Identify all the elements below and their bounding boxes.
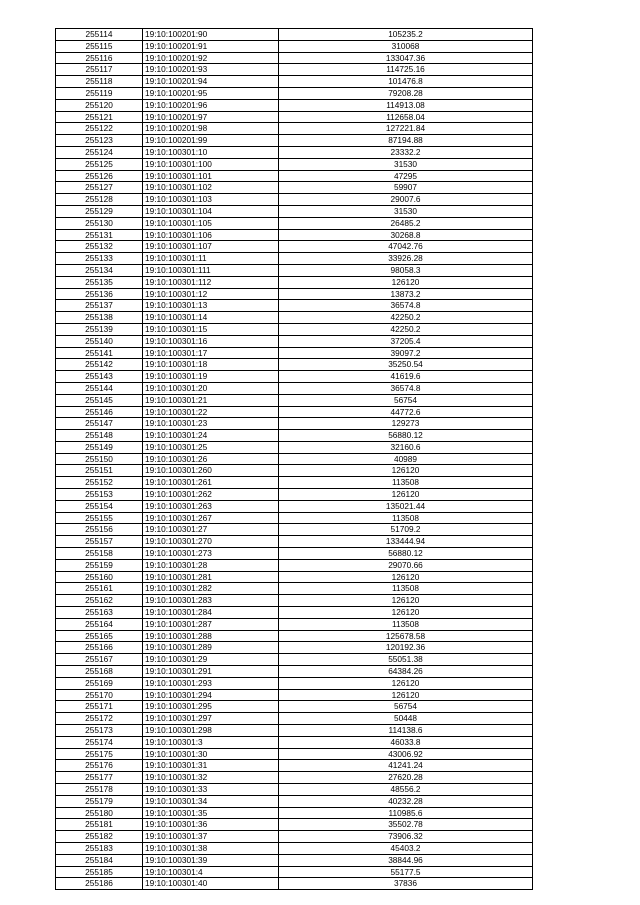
cadastral-number-cell: 19:10:100301:23: [143, 418, 279, 430]
row-id-cell: 255175: [56, 748, 143, 760]
table-row: [56, 666, 533, 678]
row-id-cell: 255162: [56, 595, 143, 607]
cadastral-number-cell: 19:10:100201:91: [143, 40, 279, 52]
row-id-cell: 255157: [56, 536, 143, 548]
cadastral-number-cell: 19:10:100301:283: [143, 595, 279, 607]
row-id-cell: 255153: [56, 489, 143, 501]
table-row: [56, 312, 533, 324]
table-row: [56, 713, 533, 725]
value-cell: 45403.2: [279, 842, 533, 854]
value-cell: 31530: [279, 158, 533, 170]
cadastral-number-cell: 19:10:100301:38: [143, 842, 279, 854]
row-id-cell: 255135: [56, 276, 143, 288]
table-row: [56, 29, 533, 41]
table-row: [56, 831, 533, 843]
cadastral-number-cell: 19:10:100301:103: [143, 194, 279, 206]
row-id-cell: 255160: [56, 571, 143, 583]
value-cell: 42250.2: [279, 323, 533, 335]
row-id-cell: 255131: [56, 229, 143, 241]
value-cell: 73906.32: [279, 831, 533, 843]
value-cell: 55177.5: [279, 866, 533, 878]
cadastral-number-cell: 19:10:100301:33: [143, 784, 279, 796]
row-id-cell: 255182: [56, 831, 143, 843]
table-row: [56, 500, 533, 512]
row-id-cell: 255114: [56, 29, 143, 41]
value-cell: 23332.2: [279, 146, 533, 158]
cadastral-number-cell: 19:10:100301:11: [143, 253, 279, 265]
value-cell: 44772.6: [279, 406, 533, 418]
cadastral-number-cell: 19:10:100301:293: [143, 677, 279, 689]
row-id-cell: 255176: [56, 760, 143, 772]
table-row: [56, 524, 533, 536]
row-id-cell: 255186: [56, 878, 143, 890]
row-id-cell: 255138: [56, 312, 143, 324]
cadastral-number-cell: 19:10:100301:20: [143, 382, 279, 394]
row-id-cell: 255124: [56, 146, 143, 158]
table-row: [56, 630, 533, 642]
table-row: [56, 182, 533, 194]
table-row: [56, 453, 533, 465]
row-id-cell: 255158: [56, 548, 143, 560]
value-cell: 36574.8: [279, 300, 533, 312]
value-cell: 47042.76: [279, 241, 533, 253]
cadastral-number-cell: 19:10:100201:95: [143, 87, 279, 99]
row-id-cell: 255163: [56, 607, 143, 619]
cadastral-number-cell: 19:10:100301:15: [143, 323, 279, 335]
table-row: [56, 689, 533, 701]
row-id-cell: 255174: [56, 736, 143, 748]
cadastral-number-cell: 19:10:100301:282: [143, 583, 279, 595]
table-row: [56, 677, 533, 689]
table-row: [56, 854, 533, 866]
table-row: [56, 371, 533, 383]
value-cell: 35502.78: [279, 819, 533, 831]
table-row: [56, 229, 533, 241]
cadastral-number-cell: 19:10:100301:22: [143, 406, 279, 418]
cadastral-number-cell: 19:10:100301:288: [143, 630, 279, 642]
row-id-cell: 255132: [56, 241, 143, 253]
value-cell: 113508: [279, 583, 533, 595]
table-row: [56, 76, 533, 88]
row-id-cell: 255165: [56, 630, 143, 642]
row-id-cell: 255119: [56, 87, 143, 99]
cadastral-number-cell: 19:10:100301:29: [143, 654, 279, 666]
row-id-cell: 255126: [56, 170, 143, 182]
cadastral-number-cell: 19:10:100301:19: [143, 371, 279, 383]
value-cell: 113508: [279, 618, 533, 630]
value-cell: 32160.6: [279, 441, 533, 453]
value-cell: 13873.2: [279, 288, 533, 300]
value-cell: 35250.54: [279, 359, 533, 371]
table-row: [56, 52, 533, 64]
value-cell: 29070.66: [279, 559, 533, 571]
value-cell: 126120: [279, 677, 533, 689]
cadastral-number-cell: 19:10:100301:289: [143, 642, 279, 654]
cadastral-number-cell: 19:10:100301:24: [143, 430, 279, 442]
row-id-cell: 255146: [56, 406, 143, 418]
row-id-cell: 255184: [56, 854, 143, 866]
row-id-cell: 255170: [56, 689, 143, 701]
cadastral-number-cell: 19:10:100301:13: [143, 300, 279, 312]
row-id-cell: 255137: [56, 300, 143, 312]
cadastral-number-cell: 19:10:100201:96: [143, 99, 279, 111]
table-row: [56, 264, 533, 276]
table-row: [56, 807, 533, 819]
cadastral-number-cell: 19:10:100301:295: [143, 701, 279, 713]
value-cell: 126120: [279, 465, 533, 477]
row-id-cell: 255121: [56, 111, 143, 123]
value-cell: 114725.16: [279, 64, 533, 76]
table-row: [56, 571, 533, 583]
value-cell: 51709.2: [279, 524, 533, 536]
table-row: [56, 300, 533, 312]
row-id-cell: 255154: [56, 500, 143, 512]
table-row: [56, 99, 533, 111]
cadastral-number-cell: 19:10:100301:294: [143, 689, 279, 701]
table-row: [56, 559, 533, 571]
table-row: [56, 111, 533, 123]
row-id-cell: 255116: [56, 52, 143, 64]
value-cell: 127221.84: [279, 123, 533, 135]
table-row: [56, 217, 533, 229]
value-cell: 39097.2: [279, 347, 533, 359]
cadastral-number-cell: 19:10:100301:21: [143, 394, 279, 406]
value-cell: 30268.8: [279, 229, 533, 241]
table-row: [56, 347, 533, 359]
table-row: [56, 276, 533, 288]
value-cell: 40232.28: [279, 795, 533, 807]
value-cell: 56880.12: [279, 548, 533, 560]
value-cell: 38844.96: [279, 854, 533, 866]
value-cell: 133047.36: [279, 52, 533, 64]
cadastral-number-cell: 19:10:100301:112: [143, 276, 279, 288]
value-cell: 110985.6: [279, 807, 533, 819]
value-cell: 133444.94: [279, 536, 533, 548]
value-cell: 56880.12: [279, 430, 533, 442]
cadastral-number-cell: 19:10:100301:106: [143, 229, 279, 241]
cadastral-number-cell: 19:10:100301:36: [143, 819, 279, 831]
cadastral-number-cell: 19:10:100301:27: [143, 524, 279, 536]
cadastral-number-cell: 19:10:100301:40: [143, 878, 279, 890]
cadastral-number-cell: 19:10:100301:263: [143, 500, 279, 512]
cadastral-number-cell: 19:10:100301:28: [143, 559, 279, 571]
cadastral-number-cell: 19:10:100301:34: [143, 795, 279, 807]
table-row: [56, 725, 533, 737]
row-id-cell: 255148: [56, 430, 143, 442]
value-cell: 126120: [279, 276, 533, 288]
value-cell: 27620.28: [279, 772, 533, 784]
row-id-cell: 255142: [56, 359, 143, 371]
row-id-cell: 255180: [56, 807, 143, 819]
cadastral-number-cell: 19:10:100201:98: [143, 123, 279, 135]
cadastral-number-cell: 19:10:100201:99: [143, 135, 279, 147]
table-row: [56, 878, 533, 890]
cadastral-number-cell: 19:10:100301:111: [143, 264, 279, 276]
row-id-cell: 255177: [56, 772, 143, 784]
row-id-cell: 255128: [56, 194, 143, 206]
row-id-cell: 255155: [56, 512, 143, 524]
row-id-cell: 255122: [56, 123, 143, 135]
cadastral-number-cell: 19:10:100301:30: [143, 748, 279, 760]
row-id-cell: 255134: [56, 264, 143, 276]
table-row: [56, 642, 533, 654]
table-row: [56, 40, 533, 52]
table-row: [56, 323, 533, 335]
table-row: [56, 748, 533, 760]
row-id-cell: 255125: [56, 158, 143, 170]
value-cell: 126120: [279, 689, 533, 701]
value-cell: 47295: [279, 170, 533, 182]
row-id-cell: 255181: [56, 819, 143, 831]
row-id-cell: 255133: [56, 253, 143, 265]
value-cell: 43006.92: [279, 748, 533, 760]
row-id-cell: 255167: [56, 654, 143, 666]
table-row: [56, 241, 533, 253]
value-cell: 64384.26: [279, 666, 533, 678]
cadastral-number-cell: 19:10:100301:261: [143, 477, 279, 489]
row-id-cell: 255115: [56, 40, 143, 52]
cadastral-number-cell: 19:10:100301:284: [143, 607, 279, 619]
value-cell: 120192.36: [279, 642, 533, 654]
value-cell: 46033.8: [279, 736, 533, 748]
cadastral-number-cell: 19:10:100301:287: [143, 618, 279, 630]
table-row: [56, 618, 533, 630]
cadastral-number-cell: 19:10:100301:32: [143, 772, 279, 784]
cadastral-number-cell: 19:10:100301:105: [143, 217, 279, 229]
row-id-cell: 255183: [56, 842, 143, 854]
table-row: [56, 772, 533, 784]
cadastral-number-cell: 19:10:100301:39: [143, 854, 279, 866]
value-cell: 40989: [279, 453, 533, 465]
table-row: [56, 536, 533, 548]
row-id-cell: 255127: [56, 182, 143, 194]
cadastral-number-cell: 19:10:100301:101: [143, 170, 279, 182]
row-id-cell: 255173: [56, 725, 143, 737]
cadastral-number-cell: 19:10:100301:37: [143, 831, 279, 843]
value-cell: 113508: [279, 512, 533, 524]
cadastral-number-cell: 19:10:100301:104: [143, 205, 279, 217]
table-row: [56, 477, 533, 489]
row-id-cell: 255152: [56, 477, 143, 489]
table-row: [56, 135, 533, 147]
table-row: [56, 253, 533, 265]
table-row: [56, 866, 533, 878]
cadastral-number-cell: 19:10:100301:26: [143, 453, 279, 465]
value-cell: 126120: [279, 595, 533, 607]
table-row: [56, 123, 533, 135]
cadastral-number-cell: 19:10:100301:291: [143, 666, 279, 678]
value-cell: 56754: [279, 701, 533, 713]
value-cell: 129273: [279, 418, 533, 430]
row-id-cell: 255144: [56, 382, 143, 394]
table-row: [56, 64, 533, 76]
table-row: [56, 288, 533, 300]
value-cell: 36574.8: [279, 382, 533, 394]
row-id-cell: 255172: [56, 713, 143, 725]
table-row: [56, 842, 533, 854]
value-cell: 56754: [279, 394, 533, 406]
cadastral-number-cell: 19:10:100201:90: [143, 29, 279, 41]
table-row: [56, 795, 533, 807]
row-id-cell: 255130: [56, 217, 143, 229]
value-cell: 42250.2: [279, 312, 533, 324]
cadastral-number-cell: 19:10:100301:273: [143, 548, 279, 560]
row-id-cell: 255168: [56, 666, 143, 678]
value-cell: 55051.38: [279, 654, 533, 666]
cadastral-number-cell: 19:10:100301:100: [143, 158, 279, 170]
cadastral-number-cell: 19:10:100301:281: [143, 571, 279, 583]
value-cell: 37836: [279, 878, 533, 890]
cadastral-number-cell: 19:10:100301:297: [143, 713, 279, 725]
cadastral-number-cell: 19:10:100301:3: [143, 736, 279, 748]
cadastral-number-cell: 19:10:100301:17: [143, 347, 279, 359]
row-id-cell: 255147: [56, 418, 143, 430]
value-cell: 125678.58: [279, 630, 533, 642]
cadastral-number-cell: 19:10:100301:10: [143, 146, 279, 158]
table-row: [56, 335, 533, 347]
cadastral-number-cell: 19:10:100301:102: [143, 182, 279, 194]
row-id-cell: 255164: [56, 618, 143, 630]
value-cell: 87194.88: [279, 135, 533, 147]
row-id-cell: 255166: [56, 642, 143, 654]
table-row: [56, 205, 533, 217]
row-id-cell: 255185: [56, 866, 143, 878]
row-id-cell: 255178: [56, 784, 143, 796]
value-cell: 48556.2: [279, 784, 533, 796]
table-row: [56, 194, 533, 206]
row-id-cell: 255161: [56, 583, 143, 595]
value-cell: 310068: [279, 40, 533, 52]
cadastral-number-cell: 19:10:100201:93: [143, 64, 279, 76]
row-id-cell: 255117: [56, 64, 143, 76]
value-cell: 113508: [279, 477, 533, 489]
table-row: [56, 595, 533, 607]
cadastral-number-cell: 19:10:100301:270: [143, 536, 279, 548]
row-id-cell: 255151: [56, 465, 143, 477]
value-cell: 37205.4: [279, 335, 533, 347]
row-id-cell: 255159: [56, 559, 143, 571]
row-id-cell: 255179: [56, 795, 143, 807]
value-cell: 79208.28: [279, 87, 533, 99]
cadastral-number-cell: 19:10:100301:107: [143, 241, 279, 253]
table-row: [56, 158, 533, 170]
cadastral-number-cell: 19:10:100301:4: [143, 866, 279, 878]
table-row: [56, 170, 533, 182]
value-cell: 33926.28: [279, 253, 533, 265]
cadastral-number-cell: 19:10:100301:31: [143, 760, 279, 772]
table-row: [56, 654, 533, 666]
table-row: [56, 430, 533, 442]
table-row: [56, 465, 533, 477]
value-cell: 126120: [279, 489, 533, 501]
value-cell: 101476.8: [279, 76, 533, 88]
cadastral-number-cell: 19:10:100301:14: [143, 312, 279, 324]
value-cell: 112658.04: [279, 111, 533, 123]
cadastral-number-cell: 19:10:100201:92: [143, 52, 279, 64]
table-row: [56, 489, 533, 501]
cadastral-number-cell: 19:10:100301:260: [143, 465, 279, 477]
table-row: [56, 441, 533, 453]
table-row: [56, 583, 533, 595]
row-id-cell: 255171: [56, 701, 143, 713]
row-id-cell: 255123: [56, 135, 143, 147]
table-body: [56, 29, 533, 890]
table-row: [56, 87, 533, 99]
row-id-cell: 255118: [56, 76, 143, 88]
row-id-cell: 255129: [56, 205, 143, 217]
table-row: [56, 607, 533, 619]
row-id-cell: 255150: [56, 453, 143, 465]
value-cell: 126120: [279, 607, 533, 619]
cadastral-number-cell: 19:10:100301:35: [143, 807, 279, 819]
cadastral-number-cell: 19:10:100301:12: [143, 288, 279, 300]
row-id-cell: 255169: [56, 677, 143, 689]
value-cell: 98058.3: [279, 264, 533, 276]
value-cell: 26485.2: [279, 217, 533, 229]
value-cell: 114138.6: [279, 725, 533, 737]
table-row: [56, 406, 533, 418]
value-cell: 105235.2: [279, 29, 533, 41]
table-row: [56, 512, 533, 524]
table-row: [56, 359, 533, 371]
cadastral-number-cell: 19:10:100301:18: [143, 359, 279, 371]
cadastral-number-cell: 19:10:100301:16: [143, 335, 279, 347]
row-id-cell: 255136: [56, 288, 143, 300]
row-id-cell: 255145: [56, 394, 143, 406]
value-cell: 29007.6: [279, 194, 533, 206]
table-row: [56, 146, 533, 158]
cadastral-number-cell: 19:10:100301:267: [143, 512, 279, 524]
value-cell: 41241.24: [279, 760, 533, 772]
row-id-cell: 255139: [56, 323, 143, 335]
cadastral-number-cell: 19:10:100201:94: [143, 76, 279, 88]
row-id-cell: 255143: [56, 371, 143, 383]
value-cell: 59907: [279, 182, 533, 194]
data-table: [55, 28, 533, 890]
table-row: [56, 701, 533, 713]
table-row: [56, 819, 533, 831]
cadastral-number-cell: 19:10:100301:298: [143, 725, 279, 737]
table-row: [56, 394, 533, 406]
table-row: [56, 382, 533, 394]
table-row: [56, 736, 533, 748]
cadastral-number-cell: 19:10:100301:25: [143, 441, 279, 453]
value-cell: 135021.44: [279, 500, 533, 512]
cadastral-number-cell: 19:10:100301:262: [143, 489, 279, 501]
value-cell: 50448: [279, 713, 533, 725]
row-id-cell: 255156: [56, 524, 143, 536]
row-id-cell: 255141: [56, 347, 143, 359]
table-row: [56, 418, 533, 430]
value-cell: 114913.08: [279, 99, 533, 111]
row-id-cell: 255140: [56, 335, 143, 347]
row-id-cell: 255149: [56, 441, 143, 453]
table-row: [56, 784, 533, 796]
cadastral-number-cell: 19:10:100201:97: [143, 111, 279, 123]
value-cell: 126120: [279, 571, 533, 583]
table-row: [56, 548, 533, 560]
value-cell: 41619.6: [279, 371, 533, 383]
value-cell: 31530: [279, 205, 533, 217]
row-id-cell: 255120: [56, 99, 143, 111]
table-row: [56, 760, 533, 772]
